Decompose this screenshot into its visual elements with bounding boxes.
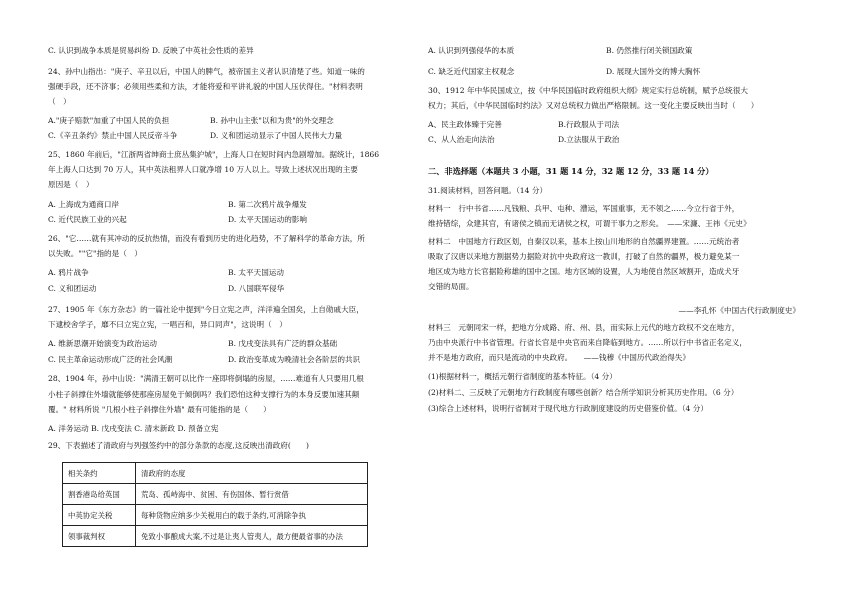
q28-options: A. 洋务运动 B. 戊戌变法 C. 清末新政 D. 预备立宪 [48, 424, 219, 433]
q28-stem-1: 28、1904 年，孙中山说："满清王朝可以比作一座即将倒塌的房屋，……难道有人只要用几根 [48, 374, 364, 383]
table-cell: 荒岛、孤峙海中、贫困、有伤国体、暂行赏借 [136, 484, 368, 505]
material-2-line-2: 吸取了汉唐以来地方割据势力据险对抗中央政府这一教训，打破了自然的疆界，极力避免某一 [428, 252, 740, 261]
material-3-line-1: 材料三 元朝同宋一样，把地方分成路、府、州、县，而实际上元代的地方政权不交在地方， [428, 323, 740, 332]
q30-option-b: B.行政服从于司法 [558, 120, 620, 129]
table-cell: 割香港岛给英国 [63, 484, 136, 505]
q28-stem-2: 小柱子斜撑住外墙就能够使那座房屋免于倾倒吗？我们恐怕这种支撑行为的本身反要加速其颠 [48, 390, 360, 399]
q24-option-b: B. 孙中山主张"以和为贵"的外交理念 [210, 116, 334, 125]
material-1-line-1: 材料一 行中书省……凡钱粮、兵甲、屯种、漕运，军国重事，无不领之……今立行省于外， [428, 204, 740, 213]
table-cell: 中英协定关税 [63, 505, 136, 526]
table-row [63, 505, 368, 526]
q27-option-b: B. 戊戌变法具有广泛的群众基础 [228, 339, 338, 348]
section-heading: 二、非选择题（本题共 3 小题，31 题 14 分，32 题 12 分，33 题 14 分） [428, 166, 714, 176]
q26-option-d: D. 八国联军侵华 [228, 284, 285, 293]
q24-stem-2: 强硬手段，还不济事；必须用些柔和方法，才能将爱和平讲礼貌的中国人压伏得住。"材料表明 [48, 82, 363, 91]
q27-option-a: A. 维新思潮开始演变为政治运动 [48, 339, 158, 348]
q31-stem: 31.阅读材料，回答问题。（14 分） [428, 186, 548, 195]
q27-stem-1: 27、1905 年《东方杂志》的一篇社论中提到"今日立宪之声，洋洋遍全国矣，上自勋戚大臣， [48, 305, 364, 314]
q25-option-c: C. 近代民族工业的兴起 [48, 215, 127, 224]
table-cell: 领事裁判权 [63, 526, 136, 547]
table-row [63, 484, 368, 505]
table-header-cell: 相关条约 [63, 463, 136, 484]
q24-option-d: D. 义和团运动显示了中国人民伟大力量 [210, 131, 343, 140]
q29-option-c: C. 缺乏近代国家主权观念 [428, 67, 515, 76]
material-2-source: ——李孔怀《中国古代行政制度史》 [678, 306, 800, 315]
q25-option-d: D. 太平天国运动的影响 [228, 215, 307, 224]
q23-options-cd: C. 认识到战争本质是贸易纠纷 D. 反映了中英社会性质的差异 [48, 46, 254, 55]
material-2-line-4: 交错的局面。 [428, 282, 474, 291]
q24-option-a: A."庚子赔款"加重了中国人民的负担 [48, 116, 170, 125]
sub-question-1: (1)根据材料一，概括元朝行省制度的基本特征。（4 分） [428, 372, 617, 381]
material-3-line-2: 乃由中央派行中书省管理。行省长官是中央官而来自降临到地方。……所以行中书省正名定义， [428, 338, 747, 347]
sub-question-2: (2)材料二、三反映了元朝地方行政制度有哪些创新？结合所学知识分析其历史作用。（6 分） [428, 388, 739, 397]
q26-stem-1: 26、"它……就有其冲动的反抗热情，而没有看到历史的进化趋势，不了解科学的革命方法，所 [48, 234, 365, 243]
sub-question-3: (3)综合上述材料，说明行省制对于现代地方行政制度建设的历史借鉴价值。（4 分） [428, 404, 708, 413]
q25-option-a: A. 上海成为通商口岸 [48, 200, 120, 209]
table-cell: 免致小事酿成大案,不过是让夷人管夷人，最方便最省事的办法 [136, 526, 368, 547]
table-cell: 每种货物应纳多少关税用白的载于条约,可消除争执 [136, 505, 368, 526]
q28-stem-3: 覆。" 材料所说 "几根小柱子斜撑住外墙" 最有可能指的是（ ） [48, 405, 271, 414]
q30-option-a: A、民主政体臻于完善 [428, 120, 502, 129]
q24-option-c: C.《辛丑条约》禁止中国人民反帝斗争 [48, 131, 178, 140]
q25-stem-3: 原因是（ ） [48, 180, 94, 189]
q29-option-a: A. 认识到列强侵华的本质 [428, 46, 515, 55]
q26-option-b: B. 太平天国运动 [228, 268, 284, 277]
q26-stem-2: 以失败。""它"指的是（ ） [48, 249, 143, 258]
table-header-cell: 清政府的态度 [136, 463, 368, 484]
q24-stem-1: 24、孙中山指出："庚子、辛丑以后，中国人的脾气，被帝国主义者认识清楚了些。知道一味的 [48, 67, 365, 76]
material-1-line-2: 维持错综，众建其官，有诸侯之镇而无诸侯之权，可谓干事力之形矣。 ——宋濂、王祎《元史》 [428, 219, 751, 228]
q26-option-c: C. 义和团运动 [48, 284, 97, 293]
q29-stem: 29、下表描述了清政府与列强签约中的部分条款的态度,这反映出清政府( ) [48, 441, 309, 450]
q29-option-b: B. 仍然推行闭关锁国政策 [606, 46, 693, 55]
q30-option-d: D.立法服从于政治 [558, 135, 620, 144]
q30-stem-1: 30、1912 年中华民国成立，按《中华民国临时政府组织大纲》规定实行总统制，赋予总统很大 [428, 86, 748, 95]
material-2-line-3: 地区成为地方长官据险称雄的国中之国。地方区域的设置，人为地使自然区域割开，造成犬牙 [428, 267, 740, 276]
q27-option-d: D. 政治变革成为晚清社会各阶层的共识 [228, 355, 361, 364]
table-row [63, 526, 368, 547]
q25-stem-1: 25、1860 年前后，"江浙两省绅商士庶丛集沪城"，上海人口在短时间内急剧增加。据统计，1866 [48, 150, 380, 159]
q27-stem-2: 下逮校舍学子，靡不曰立宪立宪，一唱百和，异口同声"，这说明（ ） [48, 320, 287, 329]
q27-option-c: C. 民主革命运动形成广泛的社会风潮 [48, 355, 173, 364]
material-2-line-1: 材料二 中国地方行政区划，自秦汉以来，基本上按山川地形的自然疆界建置。……元统治者 [428, 237, 740, 246]
material-3-line-3: 并不是地方政府，而只是流动的中央政府。 ——钱穆《中国历代政治得失》 [428, 353, 690, 362]
treaty-attitude-table [62, 462, 368, 547]
q24-stem-3: （ ） [48, 97, 71, 106]
q26-option-a: A. 鸦片战争 [48, 268, 89, 277]
q30-option-c: C、从人治走向法治 [428, 135, 495, 144]
q25-option-b: B. 第二次鸦片战争爆发 [228, 200, 307, 209]
q30-stem-2: 权力；其后，《中华民国临时约法》又对总统权力做出严格限制。这一变化主要反映出当时（ ） [428, 101, 759, 110]
q25-stem-2: 年上海人口达到 70 万人，其中英法租界人口就净增 10 万人以上。导致上述状况出现的主要 [48, 165, 358, 174]
q29-option-d: D. 展现大国外交的博大胸怀 [606, 67, 701, 76]
table-header-row [63, 463, 368, 484]
